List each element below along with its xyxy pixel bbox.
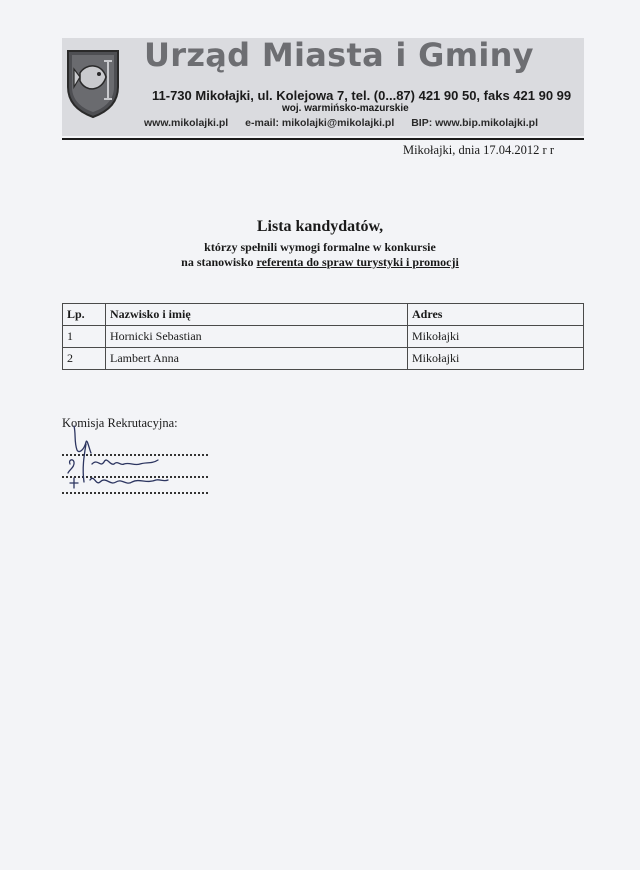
- org-name: Urząd Miasta i Gminy: [144, 36, 534, 74]
- table-header-row: [63, 304, 584, 326]
- table-row: [63, 348, 584, 370]
- document-subtitle-2: [0, 255, 640, 270]
- cell-name: Lambert Anna: [106, 348, 408, 370]
- candidates-table: [62, 303, 584, 370]
- bip-text: BIP: www.bip.mikolajki.pl: [411, 117, 538, 129]
- header-lp: Lp.: [63, 304, 106, 326]
- email-text: e-mail: mikolajki@mikolajki.pl: [245, 117, 395, 129]
- fish-crest-icon: [64, 47, 122, 119]
- document-title: Lista kandydatów,: [256, 218, 384, 235]
- document-subtitle-1: którzy spełnili wymogi formalne w konkursie: [204, 240, 436, 254]
- cell-lp: 2: [63, 348, 106, 370]
- address-line: 11-730 Mikołajki, ul. Kolejowa 7, tel. (0...87) 421 90 50, faks 421 90 99: [152, 88, 572, 103]
- contact-line: [144, 117, 584, 129]
- commission-label: Komisja Rekrutacyjna:: [62, 416, 178, 430]
- handwritten-signatures: [60, 420, 220, 500]
- cell-address: Mikołajki: [408, 326, 584, 348]
- date-line: Mikołajki, dnia 17.04.2012 r r: [402, 143, 554, 157]
- cell-address: Mikołajki: [408, 348, 584, 370]
- position-name: referenta do spraw turystyki i promocji: [256, 255, 459, 269]
- cell-lp: 1: [63, 326, 106, 348]
- subtitle-prefix: na stanowisko: [181, 255, 257, 269]
- header-name: Nazwisko i imię: [106, 304, 408, 326]
- website-text: www.mikolajki.pl: [144, 117, 229, 129]
- province-line: woj. warmińsko-mazurskie: [282, 103, 409, 114]
- cell-name: Hornicki Sebastian: [106, 326, 408, 348]
- letterhead: [62, 38, 584, 136]
- table-row: [63, 326, 584, 348]
- header-divider: [62, 138, 584, 140]
- header-address: Adres: [408, 304, 584, 326]
